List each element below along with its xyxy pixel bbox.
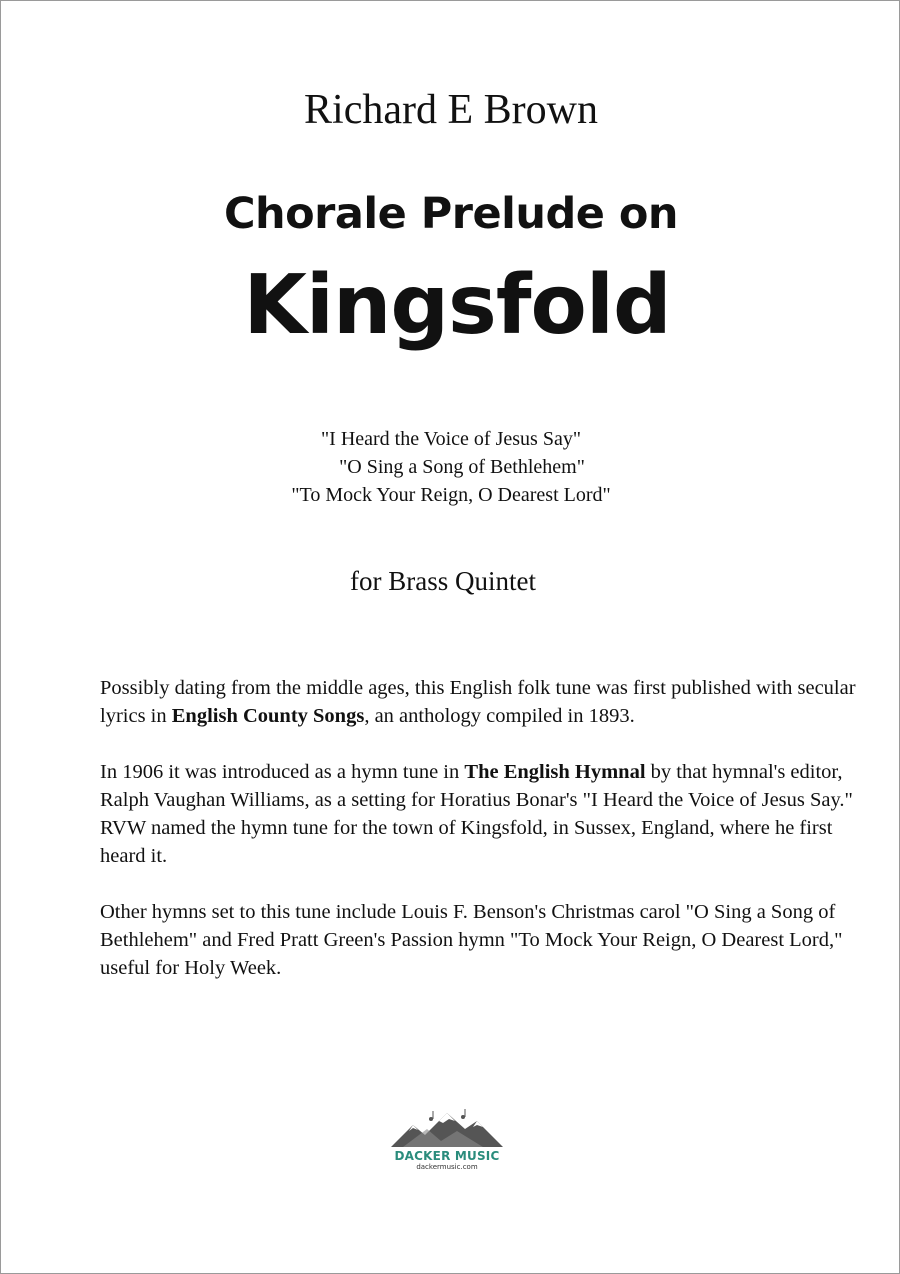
title-line: Chorale Prelude on	[223, 189, 679, 239]
mountain-music-logo-icon	[387, 1109, 507, 1149]
notes-text: Possibly dating from the middle ages, this English folk tune was first published with secular lyrics in	[100, 677, 856, 727]
publisher-logo	[385, 1109, 509, 1179]
notes-text: by that hymnal's editor, Ralph Vaughan Williams, as a setting for Horatius Bonar's "I Heard the Voice of Jesus Say." RVW named the hymn tune for the town of Kingsfold, in Sussex, England, where he first heard it.	[100, 761, 853, 867]
hymn-list	[1, 425, 900, 509]
notes-text: , an anthology compiled in 1893.	[364, 705, 635, 727]
hymn-title: "O Sing a Song of Bethlehem"	[339, 456, 585, 478]
composer-name: Richard E Brown	[304, 87, 598, 133]
program-notes	[100, 674, 860, 1010]
notes-paragraph-1	[100, 674, 860, 730]
notes-text: In 1906 it was introduced as a hymn tune in	[100, 761, 465, 783]
notes-paragraph-3: Other hymns set to this tune include Louis F. Benson's Christmas carol "O Sing a Song of Bethlehem" and Fred Pratt Green's Passion hymn "To Mock Your Reign, O Dearest Lord," useful for Holy Week.	[100, 901, 843, 979]
book-title: The English Hymnal	[464, 761, 646, 783]
hymn-title: "I Heard the Voice of Jesus Say"	[321, 428, 581, 450]
title-main: Kingsfold	[243, 258, 671, 353]
book-title: English County Songs	[171, 705, 365, 727]
instrumentation: for Brass Quintet	[350, 566, 536, 596]
notes-paragraph-2	[100, 758, 860, 870]
publisher-name: DACKER MUSIC	[394, 1149, 500, 1163]
hymn-title: "To Mock Your Reign, O Dearest Lord"	[291, 484, 611, 506]
publisher-url: dackermusic.com	[416, 1163, 478, 1171]
